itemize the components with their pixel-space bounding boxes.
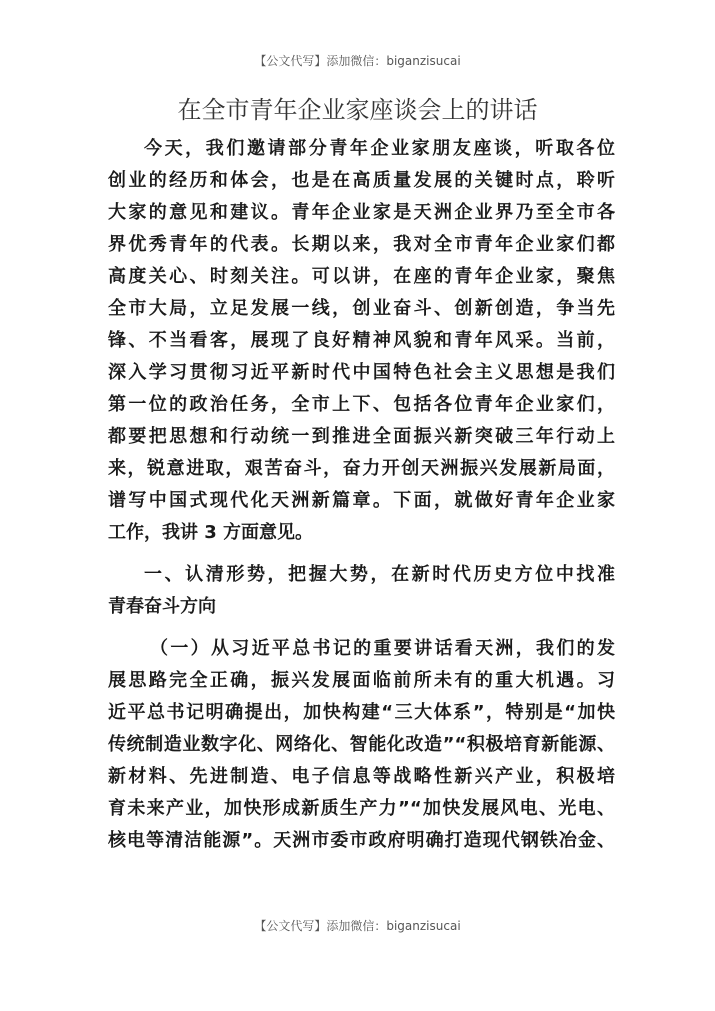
paragraph-intro: [108, 133, 615, 549]
text-line: 深入学习贯彻习近平新时代中国特色社会主义思想是我们: [108, 362, 615, 383]
text-line: 大家的意见和建议。青年企业家是天洲企业界乃至全市各: [108, 202, 615, 223]
text-line: 核电等清洁能源”。天洲市委市政府明确打造现代钢铁冶金、: [108, 830, 615, 851]
text-line: 近平总书记明确提出，加快构建“三大体系”，特别是“加快: [108, 702, 615, 723]
document-body: [108, 133, 615, 857]
section-heading-1: [108, 559, 615, 623]
document-title: 在全市青年企业家座谈会上的讲话: [177, 96, 538, 124]
text-line: 育未来产业，加快形成新质生产力”“加快发展风电、光电、: [108, 798, 615, 819]
text-line: 传统制造业数字化、网络化、智能化改造”“积极培育新能源、: [108, 734, 615, 755]
text-line: 今天，我们邀请部分青年企业家朋友座谈，听取各位: [144, 138, 615, 159]
text-line: 谱写中国式现代化天洲新篇章。下面，就做好青年企业家: [108, 490, 615, 511]
text-line: 第一位的政治任务，全市上下、包括各位青年企业家们，: [108, 394, 615, 415]
text-line: 工作，我讲 3 方面意见。: [108, 522, 314, 543]
text-line: 青春奋斗方向: [108, 596, 216, 617]
page-header-watermark: 【公文代写】添加微信：biganzisucai: [254, 54, 461, 68]
text-line: 全市大局，立足发展一线，创业奋斗、创新创造，争当先: [108, 298, 615, 319]
text-line: 展思路完全正确，振兴发展面临前所未有的重大机遇。习: [108, 670, 615, 691]
page-footer-watermark: 【公文代写】添加微信：biganzisucai: [254, 919, 461, 933]
text-line: 来，锐意进取，艰苦奋斗，奋力开创天洲振兴发展新局面，: [108, 458, 615, 479]
paragraph-subsection-1: [108, 633, 615, 857]
text-line: 创业的经历和体会，也是在高质量发展的关键时点，聆听: [108, 170, 615, 191]
text-line: 界优秀青年的代表。长期以来，我对全市青年企业家们都: [108, 234, 615, 255]
text-line: 高度关心、时刻关注。可以讲，在座的青年企业家，聚焦: [108, 266, 615, 287]
text-line: （一）从习近平总书记的重要讲话看天洲，我们的发: [150, 638, 615, 659]
text-line: 都要把思想和行动统一到推进全面振兴新突破三年行动上: [108, 426, 615, 447]
text-line: 一、认清形势，把握大势，在新时代历史方位中找准: [144, 564, 615, 585]
text-line: 新材料、先进制造、电子信息等战略性新兴产业，积极培: [108, 766, 615, 787]
text-line: 锋、不当看客，展现了良好精神风貌和青年风采。当前，: [108, 330, 615, 351]
